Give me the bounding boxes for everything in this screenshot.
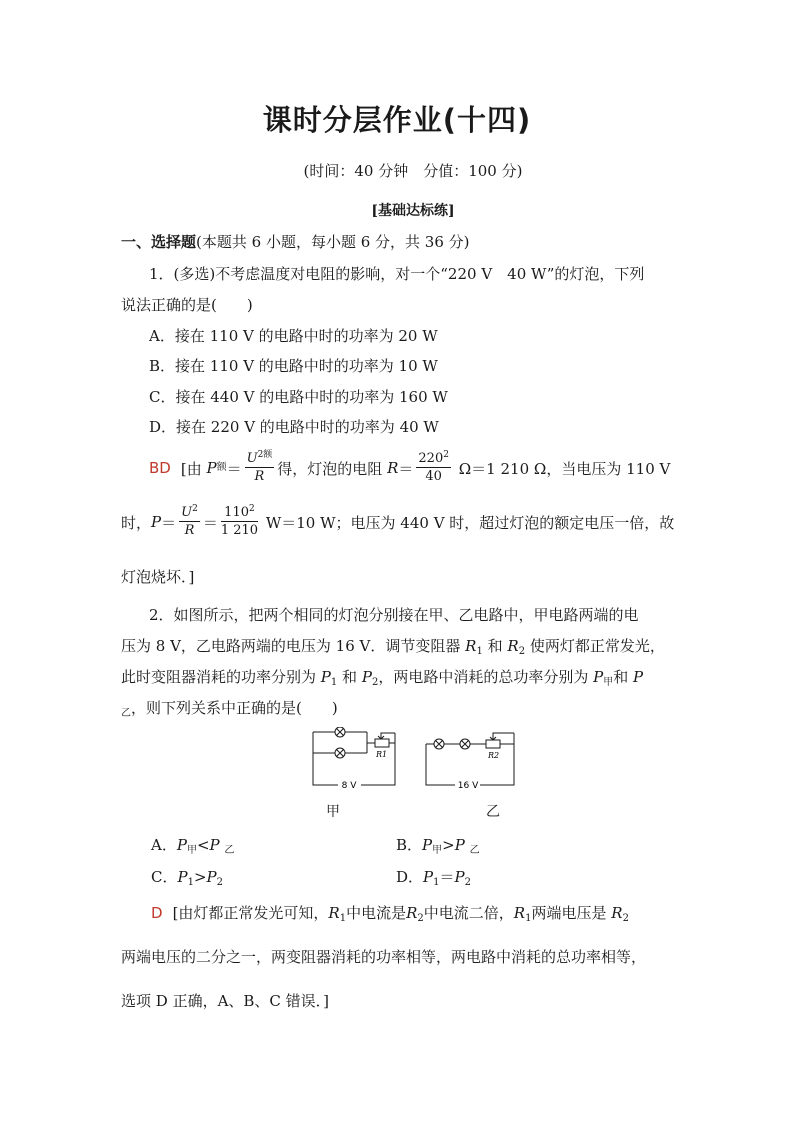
q1-option-c: C．接在 440 V 的电路中时的功率为 160 W <box>149 388 448 406</box>
q2-option-d: D．$P_1=P_2$ <box>396 868 471 888</box>
voltage-16v-label: 16 V <box>457 781 479 791</box>
q1-option-a: A．接在 110 V 的电路中时的功率为 20 W <box>149 327 438 345</box>
section-tag: [基础达标练] <box>371 203 455 219</box>
circuit-yi-diagram <box>420 727 520 797</box>
rheostat-icon <box>486 740 500 748</box>
r2-label: R2 <box>488 751 500 760</box>
fraction-rated-power: $\frac{U^{2额}}{R}$ <box>246 450 273 484</box>
q2-option-b: B．$P_甲>P$ $_乙$ <box>396 836 480 856</box>
fraction-resistance: $\frac{220^2}{40}$ <box>418 450 449 484</box>
q2-option-c: C．$P_1>P_2$ <box>151 868 223 888</box>
q1-option-d: D．接在 220 V 的电路中时的功率为 40 W <box>149 418 439 436</box>
voltage-8v-label: 8 V <box>341 781 357 791</box>
q2-answer: D <box>151 904 163 922</box>
q2-stem-line3: 此时变阻器消耗的功率分别为 $P_1$ 和 $P_2$，两电路中消耗的总功率分别为 $P_甲$和 P <box>121 668 644 688</box>
q2-explanation-line3: 选项 D 正确，A、B、C 错误．] <box>121 992 330 1010</box>
q1-explanation-line3: 灯泡烧坏．] <box>121 568 195 586</box>
r1-label: R1 <box>376 750 388 759</box>
q1-stem-line1: 1．(多选)不考虑温度对电阻的影响，对一个“220 V 40 W”的灯泡，下列 <box>149 265 645 283</box>
circuit-jia-diagram <box>303 727 403 797</box>
circuit-jia-caption: 甲 <box>326 804 340 820</box>
q1-explanation-line2: 时， P ＝ $\frac{U^2}{R}$ ＝ $\frac{110^2}{1 210}$ W＝10 W；电压为 440 V 时，超过灯泡的额定电压一倍，故 <box>121 504 675 538</box>
fraction-power-formula: $\frac{U^2}{R}$ <box>181 504 198 538</box>
q2-explanation-line1: D [由灯都正常发光可知，$R_1$中电流是$R_2$中电流二倍，$R_1$两端电压是 $R_2$ <box>151 904 629 924</box>
page-title: 课时分层作业(十四) <box>262 103 532 137</box>
fraction-power-value: $\frac{110^2}{1 210}$ <box>220 504 259 538</box>
section-heading: 一、选择题(本题共 6 小题，每小题 6 分，共 36 分) <box>121 233 470 251</box>
circuit-jia-wire-left <box>313 742 338 785</box>
time-score-info: (时间：40 分钟 分值：100 分) <box>303 162 523 180</box>
q1-explanation-line1: BD [由 P 额 ＝ $\frac{U^{2额}}{R}$ 得，灯泡的电阻 R ＝ $\frac{220^2}{40}$ Ω＝1 210 Ω，当电压为 110 V <box>149 450 671 484</box>
q2-explanation-line2: 两端电压的二分之一，两变阻器消耗的功率相等，两电路中消耗的总功率相等， <box>121 948 647 966</box>
q2-stem-line4: $_乙$，则下列关系中正确的是( ) <box>121 699 338 719</box>
q1-answer: BD <box>149 459 171 477</box>
rheostat-icon <box>375 739 389 747</box>
circuit-yi-caption: 乙 <box>486 804 500 820</box>
q1-option-b: B．接在 110 V 的电路中时的功率为 10 W <box>149 357 438 375</box>
q1-stem-line2: 说法正确的是( ) <box>121 296 253 314</box>
q2-option-a: A．$P_甲<P$ $_乙$ <box>151 836 235 856</box>
q2-stem-line2: 压为 8 V，乙电路两端的电压为 16 V．调节变阻器 $R_1$ 和 $R_2$ 使两灯都正常发光， <box>121 637 665 657</box>
q2-stem-line1: 2．如图所示，把两个相同的灯泡分别接在甲、乙电路中，甲电路两端的电 <box>149 606 639 624</box>
